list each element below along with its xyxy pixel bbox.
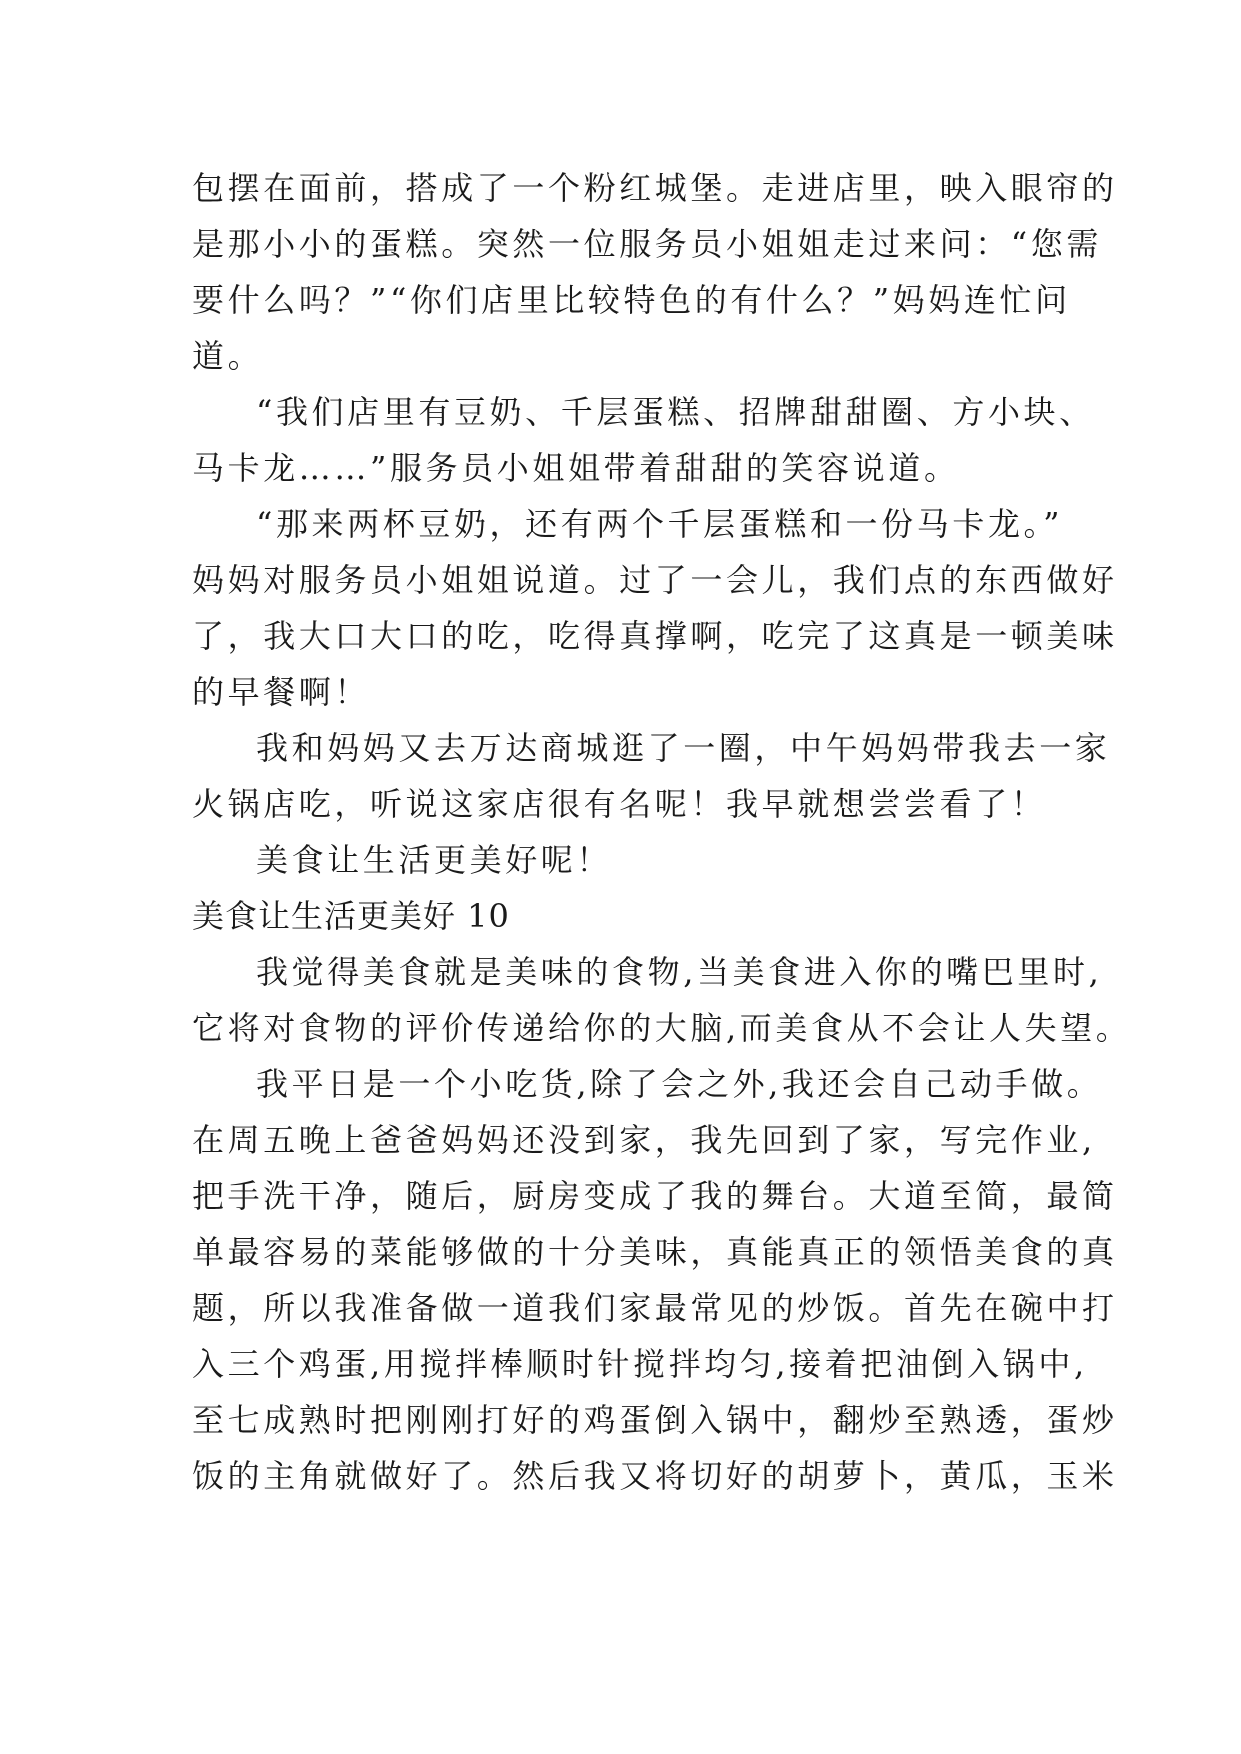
- text-line: 要什么吗？”“你们店里比较特色的有什么？”妈妈连忙问: [192, 281, 1071, 319]
- text-line: 包摆在面前，搭成了一个粉红城堡。走进店里，映入眼帘的: [192, 169, 1118, 207]
- text-line: 妈妈对服务员小姐姐说道。过了一会儿，我们点的东西做好: [192, 561, 1118, 599]
- section-heading: 美食让生活更美好 10: [192, 897, 510, 935]
- text-line: 美食让生活更美好呢！: [256, 841, 613, 879]
- text-line: 把手洗干净，随后，厨房变成了我的舞台。大道至简，最简: [192, 1177, 1118, 1215]
- text-line: 单最容易的菜能够做的十分美味，真能真正的领悟美食的真: [192, 1233, 1118, 1271]
- text-line: 题，所以我准备做一道我们家最常见的炒饭。首先在碗中打: [192, 1289, 1118, 1327]
- text-line: 在周五晚上爸爸妈妈还没到家，我先回到了家，写完作业,: [192, 1121, 1096, 1159]
- text-line: 的早餐啊！: [192, 673, 371, 711]
- text-line: 了，我大口大口的吃，吃得真撑啊，吃完了这真是一顿美味: [192, 617, 1118, 655]
- text-line: 马卡龙……”服务员小姐姐带着甜甜的笑容说道。: [192, 449, 960, 487]
- text-line: “我们店里有豆奶、千层蛋糕、招牌甜甜圈、方小块、: [256, 393, 1095, 431]
- text-line: 入三个鸡蛋,用搅拌棒顺时针搅拌均匀,接着把油倒入锅中,: [192, 1345, 1088, 1383]
- text-line: “那来两杯豆奶，还有两个千层蛋糕和一份马卡龙。”: [256, 505, 1064, 543]
- text-line: 它将对食物的评价传递给你的大脑,而美食从不会让人失望。: [192, 1009, 1132, 1047]
- text-line: 是那小小的蛋糕。突然一位服务员小姐姐走过来问：“您需: [192, 225, 1102, 263]
- text-line: 饭的主角就做好了。然后我又将切好的胡萝卜，黄瓜，玉米: [192, 1457, 1118, 1495]
- text-line: 道。: [192, 337, 264, 375]
- text-line: 至七成熟时把刚刚打好的鸡蛋倒入锅中，翻炒至熟透，蛋炒: [192, 1401, 1118, 1439]
- text-line: 我平日是一个小吃货,除了会之外,我还会自己动手做。: [256, 1065, 1103, 1103]
- text-line: 我觉得美食就是美味的食物,当美食进入你的嘴巴里时,: [256, 953, 1103, 991]
- text-line: 火锅店吃，听说这家店很有名呢！我早就想尝尝看了！: [192, 785, 1047, 823]
- text-line: 我和妈妈又去万达商城逛了一圈，中午妈妈带我去一家: [256, 729, 1111, 767]
